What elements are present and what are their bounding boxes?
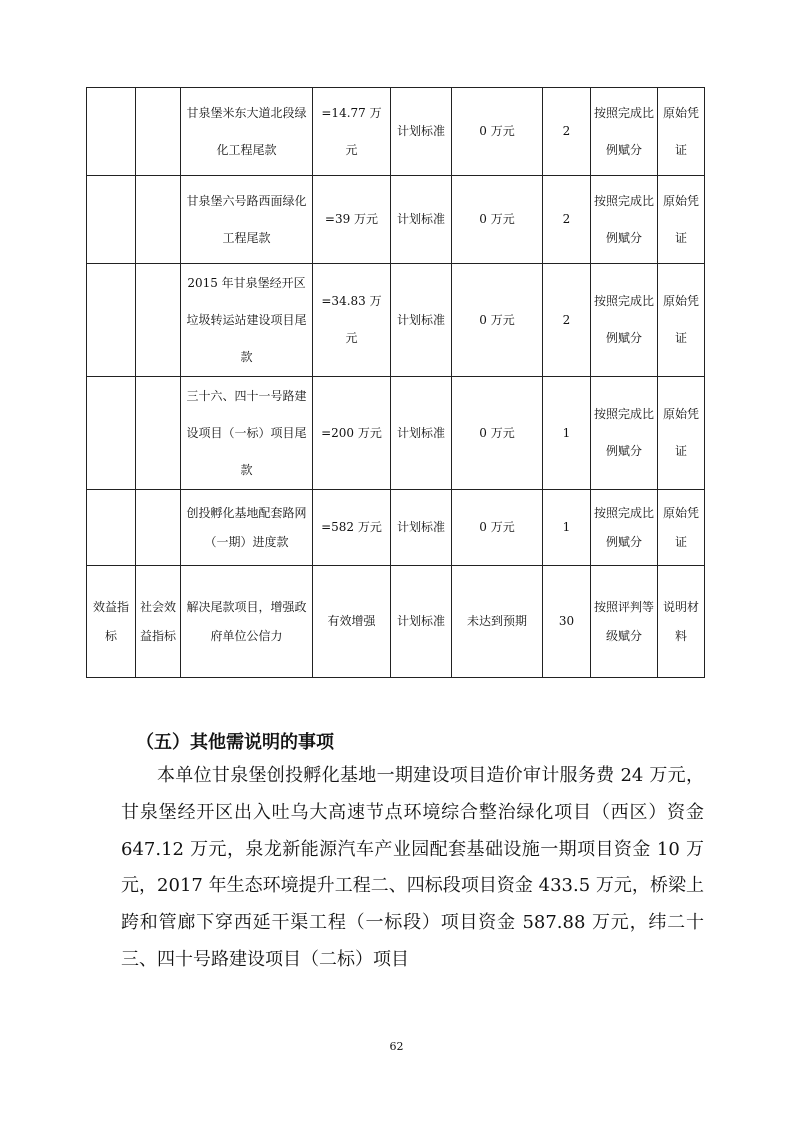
- level2-cell: [136, 490, 181, 566]
- value-cell: =14.77 万元: [313, 88, 391, 176]
- score-cell: 30: [543, 566, 591, 678]
- section-paragraph: 本单位甘泉堡创投孵化基地一期建设项目造价审计服务费 24 万元，甘泉堡经开区出入吐乌大高速节点环境综合整治绿化项目（西区）资金 647.12 万元，泉龙新能源汽车产业园配套基础设施一期项目资金 10 万元，2017 年生态环境提升工程二、四标段项目资金 433.5 万元，桥梁上跨和管廊下穿西延干渠工程（一标段）项目资金 587.88 万元，纬二十三、四十号路建设项目（二标）项目: [121, 765, 704, 970]
- level1-cell: [87, 377, 136, 490]
- actual-cell: 0 万元: [452, 176, 543, 264]
- item-cell: 甘泉堡六号路西面绿化工程尾款: [181, 176, 313, 264]
- method-cell: 按照评判等级赋分: [591, 566, 658, 678]
- level1-cell: [87, 490, 136, 566]
- page-number: 62: [389, 1040, 404, 1053]
- source-cell: 原始凭证: [658, 176, 705, 264]
- level2-cell: [136, 176, 181, 264]
- value-cell: =34.83 万元: [313, 264, 391, 377]
- method-cell: 按照完成比例赋分: [591, 490, 658, 566]
- standard-cell: 计划标准: [391, 490, 452, 566]
- level1-cell: [87, 264, 136, 377]
- level2-cell: 社会效益指标: [136, 566, 181, 678]
- table-row: [87, 88, 705, 176]
- actual-cell: 0 万元: [452, 88, 543, 176]
- standard-cell: 计划标准: [391, 88, 452, 176]
- score-cell: 2: [543, 176, 591, 264]
- level1-cell: [87, 176, 136, 264]
- item-cell: 2015 年甘泉堡经开区垃圾转运站建设项目尾款: [181, 264, 313, 377]
- item-cell: 三十六、四十一号路建设项目（一标）项目尾款: [181, 377, 313, 490]
- method-cell: 按照完成比例赋分: [591, 88, 658, 176]
- method-cell: 按照完成比例赋分: [591, 264, 658, 377]
- source-cell: 原始凭证: [658, 264, 705, 377]
- value-cell: =39 万元: [313, 176, 391, 264]
- score-cell: 2: [543, 88, 591, 176]
- value-cell: 有效增强: [313, 566, 391, 678]
- table-row: [87, 377, 705, 490]
- level2-cell: [136, 88, 181, 176]
- method-cell: 按照完成比例赋分: [591, 176, 658, 264]
- performance-table: [86, 87, 705, 678]
- section-heading: （五）其他需说明的事项: [136, 732, 334, 753]
- source-cell: 原始凭证: [658, 490, 705, 566]
- actual-cell: 0 万元: [452, 377, 543, 490]
- item-cell: 解决尾款项目，增强政府单位公信力: [181, 566, 313, 678]
- level2-cell: [136, 377, 181, 490]
- actual-cell: 0 万元: [452, 490, 543, 566]
- value-cell: =200 万元: [313, 377, 391, 490]
- table-row: [87, 264, 705, 377]
- item-cell: 甘泉堡米东大道北段绿化工程尾款: [181, 88, 313, 176]
- score-cell: 2: [543, 264, 591, 377]
- table-row: [87, 176, 705, 264]
- actual-cell: 0 万元: [452, 264, 543, 377]
- value-cell: =582 万元: [313, 490, 391, 566]
- level1-cell: 效益指标: [87, 566, 136, 678]
- standard-cell: 计划标准: [391, 264, 452, 377]
- method-cell: 按照完成比例赋分: [591, 377, 658, 490]
- level1-cell: [87, 88, 136, 176]
- actual-cell: 未达到预期: [452, 566, 543, 678]
- table-row: [87, 566, 705, 678]
- item-cell: 创投孵化基地配套路网（一期）进度款: [181, 490, 313, 566]
- table-row: [87, 490, 705, 566]
- level2-cell: [136, 264, 181, 377]
- standard-cell: 计划标准: [391, 566, 452, 678]
- source-cell: 说明材料: [658, 566, 705, 678]
- score-cell: 1: [543, 377, 591, 490]
- source-cell: 原始凭证: [658, 377, 705, 490]
- standard-cell: 计划标准: [391, 176, 452, 264]
- standard-cell: 计划标准: [391, 377, 452, 490]
- source-cell: 原始凭证: [658, 88, 705, 176]
- score-cell: 1: [543, 490, 591, 566]
